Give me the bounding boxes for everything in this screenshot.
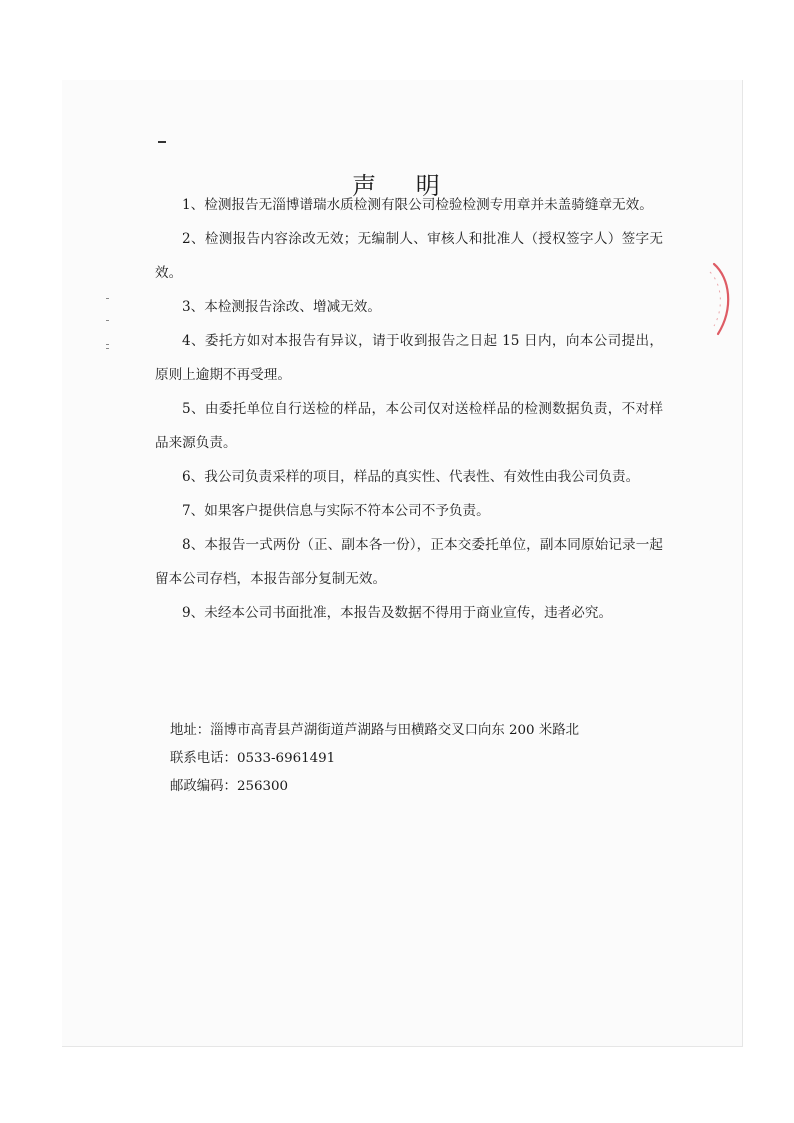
clause-9: 9、未经本公司书面批准，本报告及数据不得用于商业宣传，违者必究。 xyxy=(182,605,613,621)
declaration-clauses xyxy=(155,188,663,630)
clause-5: 5、由委托单位自行送检的样品，本公司仅对送检样品的检测数据负责，不对样品来源负责。 xyxy=(155,401,663,451)
clause-1: 1、检测报告无淄博谱瑞水质检测有限公司检验检测专用章并未盖骑缝章无效。 xyxy=(182,197,653,213)
phone-line: 联系电话：0533-6961491 xyxy=(170,751,336,766)
postcode-line: 邮政编码：256300 xyxy=(170,779,289,794)
address-line: 地址：淄博市高青县芦湖街道芦湖路与田横路交叉口向东 200 米路北 xyxy=(170,723,580,738)
clause-8: 8、本报告一式两份（正、副本各一份），正本交委托单位，副本同原始记录一起留本公司存档，本报告部分复制无效。 xyxy=(155,537,663,587)
page-title: 声 明 xyxy=(352,172,456,201)
dash-mark xyxy=(158,141,166,143)
binding-hole-marks xyxy=(106,298,112,358)
clause-4: 4、委托方如对本报告有异议，请于收到报告之日起 15 日内，向本公司提出，原则上逾期不再受理。 xyxy=(155,333,663,383)
contact-block xyxy=(170,717,690,801)
clause-7: 7、如果客户提供信息与实际不符本公司不予负责。 xyxy=(182,503,490,519)
clause-6: 6、我公司负责采样的项目，样品的真实性、代表性、有效性由我公司负责。 xyxy=(182,469,640,485)
clause-2: 2、检测报告内容涂改无效；无编制人、审核人和批准人（授权签字人）签字无效。 xyxy=(155,231,663,281)
seal-stamp-edge xyxy=(700,262,740,336)
clause-3: 3、本检测报告涂改、增减无效。 xyxy=(182,299,381,315)
